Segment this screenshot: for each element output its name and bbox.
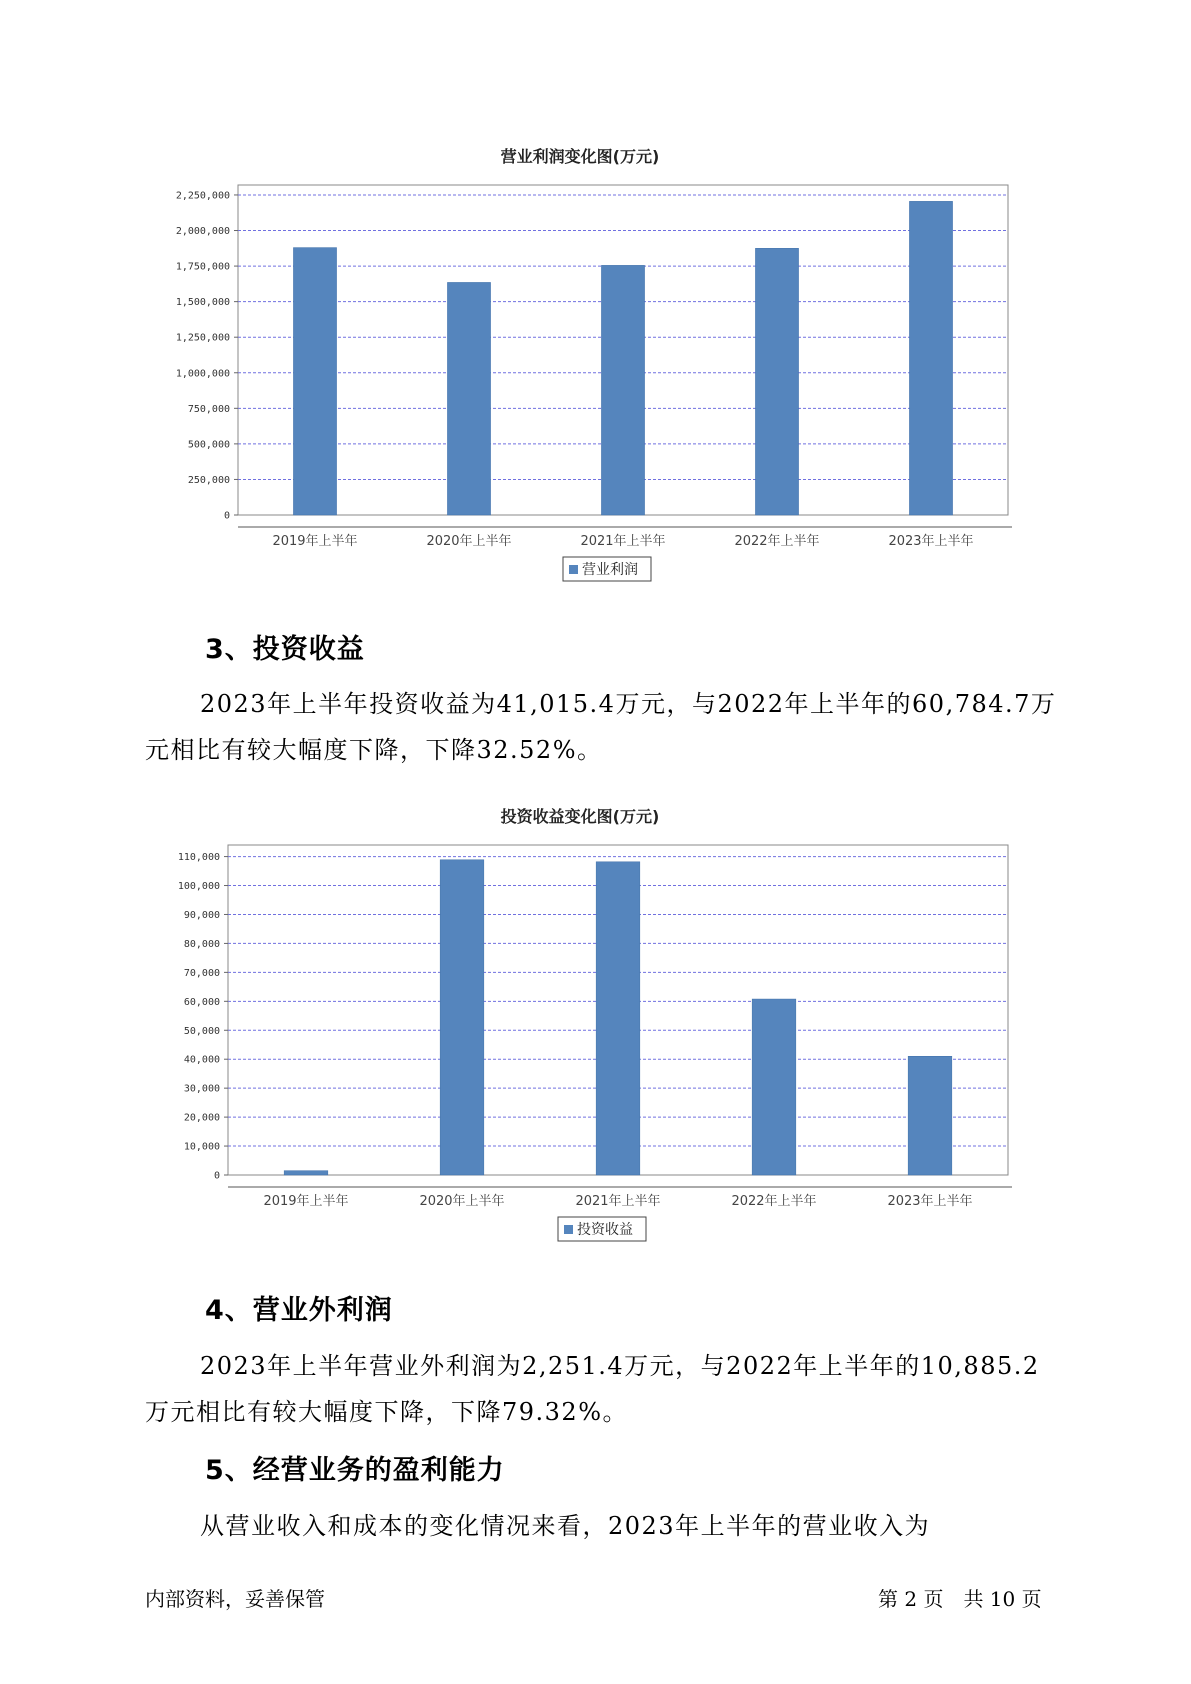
- bar: [447, 282, 490, 515]
- y-tick-label: 1,000,000: [175, 368, 230, 380]
- y-tick-label: 0: [213, 1170, 220, 1182]
- y-tick-label: 80,000: [183, 938, 220, 950]
- x-tick-label: 2019年上半年: [263, 1194, 349, 1209]
- x-tick-label: 2021年上半年: [575, 1194, 661, 1209]
- y-tick-label: 10,000: [183, 1141, 220, 1153]
- x-tick-label: 2023年上半年: [888, 534, 974, 549]
- y-tick-label: 30,000: [183, 1083, 220, 1095]
- bar: [284, 1171, 328, 1175]
- x-tick-label: 2021年上半年: [580, 534, 666, 549]
- y-tick-label: 100,000: [177, 881, 220, 893]
- footer-left: 内部资料，妥善保管: [145, 1587, 325, 1611]
- bar: [752, 999, 796, 1175]
- section-heading-non-operating-profit: 4、营业外利润: [205, 1295, 393, 1326]
- y-tick-label: 750,000: [187, 403, 230, 415]
- legend-swatch: [569, 565, 578, 574]
- section-text-profitability: 从营业收入和成本的变化情况来看，2023年上半年的营业收入为: [200, 1512, 931, 1540]
- y-tick-label: 40,000: [183, 1054, 220, 1066]
- section-text-non-operating-profit: 2023年上半年营业外利润为2,251.4万元，与2022年上半年的10,885.2万元相比有较大幅度下降，下降79.32%。: [145, 1352, 1040, 1426]
- legend-label: 营业利润: [582, 562, 638, 578]
- y-tick-label: 500,000: [187, 439, 230, 451]
- bar: [440, 860, 484, 1175]
- y-tick-label: 60,000: [183, 996, 220, 1008]
- legend-swatch: [564, 1225, 573, 1234]
- section-heading-investment-income: 3、投资收益: [205, 634, 365, 665]
- y-tick-label: 1,750,000: [175, 261, 230, 273]
- y-tick-label: 1,500,000: [175, 297, 230, 309]
- y-tick-label: 1,250,000: [175, 332, 230, 344]
- footer-page-number: 第 2 页 共 10 页: [878, 1587, 1042, 1611]
- chart-svg: [150, 140, 1010, 600]
- y-tick-label: 250,000: [187, 474, 230, 486]
- bar: [601, 265, 644, 515]
- y-tick-label: 50,000: [183, 1025, 220, 1037]
- bar: [908, 1056, 952, 1175]
- section-text-investment-income: 2023年上半年投资收益为41,015.4万元，与2022年上半年的60,784.7万元相比有较大幅度下降，下降32.52%。: [145, 690, 1057, 764]
- x-tick-label: 2020年上半年: [426, 534, 512, 549]
- x-tick-label: 2023年上半年: [887, 1194, 973, 1209]
- chart-title: 投资收益变化图(万元): [500, 807, 660, 826]
- y-tick-label: 20,000: [183, 1112, 220, 1124]
- x-tick-label: 2022年上半年: [734, 534, 820, 549]
- x-tick-label: 2020年上半年: [419, 1194, 505, 1209]
- chart-svg: [150, 800, 1010, 1260]
- bar: [909, 201, 952, 515]
- y-tick-label: 2,000,000: [175, 226, 230, 238]
- legend-label: 投资收益: [577, 1222, 633, 1238]
- section-heading-profitability: 5、经营业务的盈利能力: [205, 1455, 505, 1486]
- x-tick-label: 2019年上半年: [272, 534, 358, 549]
- y-tick-label: 90,000: [183, 909, 220, 921]
- y-tick-label: 70,000: [183, 967, 220, 979]
- y-tick-label: 110,000: [177, 852, 220, 864]
- x-tick-label: 2022年上半年: [731, 1194, 817, 1209]
- bar: [755, 248, 798, 515]
- bar: [596, 862, 640, 1175]
- y-tick-label: 2,250,000: [175, 190, 230, 202]
- chart-title: 营业利润变化图(万元): [500, 147, 660, 166]
- bar: [293, 248, 336, 515]
- y-tick-label: 0: [223, 510, 230, 522]
